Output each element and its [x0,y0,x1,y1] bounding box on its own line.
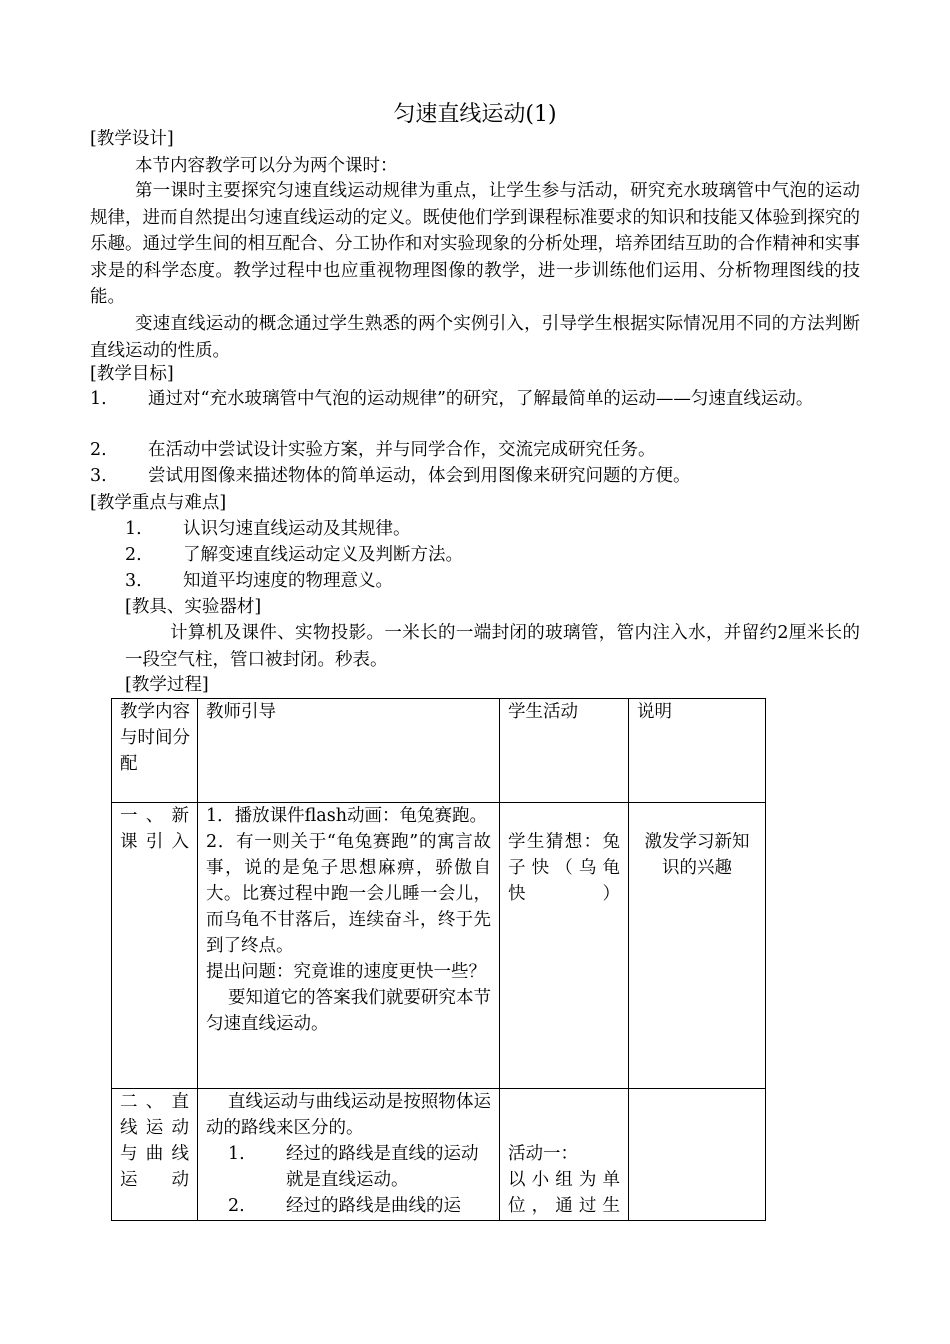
teacher-question: 提出问题：究竟谁的速度更快一些？ [206,962,486,982]
table-row [112,1089,766,1221]
row-content-label: 一、新课引入 [120,806,189,852]
goal-number: 1. [90,389,107,409]
teacher-list-text: 经过的路线是直线的运动就是直线运动。 [286,1144,479,1190]
key-point-text: 了解变速直线运动定义及判断方法。 [183,545,463,565]
section-heading-key-points: [教学重点与难点] [90,493,227,513]
header-teacher-guidance: 教师引导 [198,699,500,803]
teacher-list-text: 经过的路线是曲线的运 [286,1196,461,1216]
section-heading-design: [教学设计] [90,129,174,149]
header-student-activity: 学生活动 [500,699,629,803]
key-point-text: 知道平均速度的物理意义。 [183,571,393,591]
teacher-step: 1．播放课件flash动画：龟兔赛跑。 [206,806,487,826]
section-heading-process: [教学过程] [125,675,209,695]
design-paragraph-1: 本节内容教学可以分为两个课时： [135,156,398,176]
row-content-label: 二、直线运动与曲线运动 [120,1092,189,1190]
teacher-list-number: 1. [228,1144,245,1164]
teacher-step: 2．有一则关于“龟兔赛跑”的寓言故事，说的是兔子思想麻痹，骄傲自大。比赛过程中跑一会儿睡一会儿，而乌龟不甘落后，连续奋斗，终于先到了终点。 [206,832,491,956]
goal-number: 2. [90,440,107,460]
key-point-item [125,568,393,594]
header-notes: 说明 [629,699,766,803]
teacher-conclusion: 要知道它的答案我们就要研究本节匀速直线运动。 [206,988,491,1034]
section-heading-equipment: [教具、实验器材] [125,597,262,617]
page-title: 匀速直线运动(1) [393,102,557,127]
student-activity-text: 以小组为单位，通过生 [508,1170,620,1216]
note-text: 激发学习新知识的兴趣 [644,832,750,878]
goal-item: 通过对“充水玻璃管中气泡的运动规律”的研究，了解最简单的运动——匀速直线运动。 [148,389,814,409]
goal-item: 尝试用图像来描述物体的简单运动，体会到用图像来研究问题的方便。 [148,466,691,486]
header-content-time: 教学内容与时间分配 [112,699,198,803]
goal-item: 在活动中尝试设计实验方案，并与同学合作，交流完成研究任务。 [148,440,656,460]
student-activity-text: 学生猜想：兔子快（乌龟快） [508,832,620,904]
student-activity-title: 活动一： [508,1144,578,1164]
key-point-item [125,542,463,568]
teacher-intro: 直线运动与曲线运动是按照物体运动的路线来区分的。 [206,1092,491,1138]
key-point-item [125,516,411,542]
design-paragraph-3: 变速直线运动的概念通过学生熟悉的两个实例引入，引导学生根据实际情况用不同的方法判断直线运动的性质。 [90,314,860,361]
teacher-list-number: 2. [228,1196,245,1216]
process-table [111,698,766,1221]
table-header-row [112,699,766,803]
note-text [629,1089,766,1221]
teacher-list-item [206,1141,491,1193]
design-paragraph-2: 第一课时主要探究匀速直线运动规律为重点，让学生参与活动，研究充水玻璃管中气泡的运动规律，进而自然提出匀速直线运动的定义。既使他们学到课程标准要求的知识和技能又体验到探究的乐趣。通过学生间的相互配合、分工协作和对实验现象的分析处理，培养团结互助的合作精神和实事求是的科学态度。教学过程中也应重视物理图像的教学，进一步训练他们运用、分析物理图线的技能。 [90,181,860,307]
equipment-paragraph: 计算机及课件、实物投影。一米长的一端封闭的玻璃管，管内注入水，并留约2厘米长的一段空气柱，管口被封闭。秒表。 [125,623,860,670]
teacher-list-item [206,1193,491,1219]
key-point-number: 3. [125,571,142,591]
key-point-number: 2. [125,545,142,565]
goal-number: 3. [90,466,107,486]
key-point-text: 认识匀速直线运动及其规律。 [183,519,411,539]
table-row [112,803,766,1089]
section-heading-goals: [教学目标] [90,364,174,384]
key-point-number: 1. [125,519,142,539]
